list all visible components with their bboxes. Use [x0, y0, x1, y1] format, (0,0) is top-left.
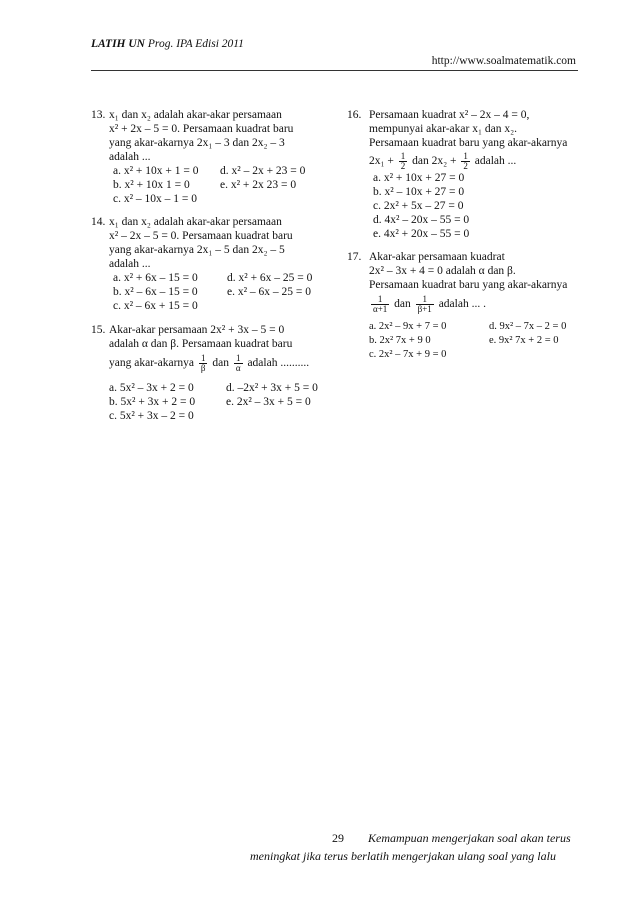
question-17	[347, 250, 597, 362]
fraction-numerator: 1	[416, 295, 434, 305]
option-b: b. x² – 6x – 15 = 0	[113, 286, 198, 298]
fraction-1-beta-plus-1	[416, 295, 434, 314]
option-e: e. 4x² + 20x – 55 = 0	[373, 228, 470, 240]
option-a: a. 5x² – 3x + 2 = 0	[109, 382, 194, 394]
question-number: 14.	[91, 216, 106, 228]
fraction-half	[461, 152, 470, 171]
question-text: x² + 2x – 5 = 0. Persamaan kuadrat baru	[109, 123, 294, 135]
question-text: yang akar-akarnya 2x₁ – 5 dan 2x₂ – 5	[109, 244, 285, 256]
option-d: d. 4x² – 20x – 55 = 0	[373, 214, 470, 226]
option-a: a. 2x² – 9x + 7 = 0	[369, 321, 447, 332]
question-text: x₁ dan x₂ adalah akar-akar persamaan	[109, 109, 282, 121]
question-text: adalah ..........	[247, 357, 310, 370]
fraction-1-beta	[199, 354, 208, 373]
question-text: yang akar-akarnya	[109, 357, 195, 370]
option-e: e. 2x² – 3x + 5 = 0	[226, 396, 311, 408]
question-text: yang akar-akarnya 2x₁ – 3 dan 2x₂ – 3	[109, 137, 285, 149]
fraction-denominator: 2	[463, 161, 468, 171]
option-c: c. 2x² + 5x – 27 = 0	[373, 200, 464, 212]
option-a: a. x² + 6x – 15 = 0	[113, 272, 198, 284]
option-b: b. x² – 10x + 27 = 0	[373, 186, 465, 198]
question-text: adalah ...	[474, 155, 517, 168]
option-d: d. 9x² – 7x – 2 = 0	[489, 321, 567, 332]
question-number: 15.	[91, 324, 106, 336]
option-d: d. x² + 6x – 25 = 0	[227, 272, 313, 284]
question-text: Persamaan kuadrat x² – 2x – 4 = 0,	[369, 109, 530, 121]
question-16	[347, 108, 597, 241]
fraction-numerator: 1	[463, 151, 468, 161]
question-text: Akar-akar persamaan kuadrat	[369, 251, 505, 263]
question-text: adalah α dan β. Persamaan kuadrat baru	[109, 338, 293, 350]
question-text: 2x₁ +	[369, 155, 394, 168]
question-text: 2x² – 3x + 4 = 0 adalah α dan β.	[369, 265, 516, 277]
fraction-denominator: 2	[400, 161, 406, 171]
option-d: d. x² – 2x + 23 = 0	[220, 165, 306, 177]
question-number: 13.	[91, 109, 106, 121]
question-text: x² – 2x – 5 = 0. Persamaan kuadrat baru	[109, 230, 293, 242]
footer-motto-line-2: meningkat jika terus berlatih mengerjakan ulang soal yang lalu	[250, 849, 556, 863]
fraction-denominator: β+1	[417, 304, 432, 314]
option-b: b. 2x² 7x + 9 0	[369, 335, 431, 346]
question-13	[91, 108, 331, 206]
fraction-numerator: 1	[371, 295, 389, 305]
fraction-numerator: 1	[234, 354, 243, 364]
fraction-denominator: β	[200, 363, 206, 373]
option-e: e. 9x² 7x + 2 = 0	[489, 335, 559, 346]
question-text: adalah ... .	[438, 298, 486, 311]
question-15	[91, 323, 336, 423]
option-c: c. x² – 6x + 15 = 0	[113, 300, 198, 312]
fraction-numerator: 1	[400, 151, 406, 161]
option-e: e. x² – 6x – 25 = 0	[227, 286, 312, 298]
question-text: x₁ dan x₂ adalah akar-akar persamaan	[109, 216, 282, 228]
page-number: 29	[332, 831, 344, 845]
question-text: Persamaan kuadrat baru yang akar-akarnya	[369, 137, 568, 149]
option-a: a. x² + 10x + 27 = 0	[373, 172, 465, 184]
fraction-numerator: 1	[199, 354, 208, 364]
question-text: dan 2x₂ +	[412, 155, 457, 168]
option-a: a. x² + 10x + 1 = 0	[113, 165, 199, 177]
option-e: e. x² + 2x 23 = 0	[220, 179, 297, 191]
option-d: d. –2x² + 3x + 5 = 0	[226, 382, 318, 394]
question-text: adalah ...	[109, 258, 151, 270]
option-c: c. 2x² – 7x + 9 = 0	[369, 349, 447, 360]
option-c: c. 5x² + 3x – 2 = 0	[109, 410, 194, 422]
question-text: dan	[394, 298, 411, 311]
header-divider	[91, 70, 578, 71]
question-14	[91, 215, 331, 313]
header-title-bold: LATIH UN	[91, 38, 145, 50]
option-b: b. 5x² + 3x + 2 = 0	[109, 396, 196, 408]
option-c: c. x² – 10x – 1 = 0	[113, 193, 198, 205]
fraction-denominator: α	[235, 363, 241, 373]
option-b: b. x² + 10x 1 = 0	[113, 179, 190, 191]
fraction-1-alpha	[234, 354, 243, 373]
question-text: mempunyai akar-akar x₁ dan x₂.	[369, 123, 517, 135]
footer-motto-line-1: Kemampuan mengerjakan soal akan terus	[368, 831, 571, 845]
fraction-1-alpha-plus-1	[371, 295, 389, 314]
question-text: dan	[212, 357, 229, 370]
question-text: adalah ...	[109, 151, 151, 163]
header-url[interactable]: http://www.soalmatematik.com	[431, 55, 576, 67]
fraction-denominator: α+1	[373, 304, 388, 314]
question-number: 17.	[347, 251, 362, 263]
header-title	[91, 38, 244, 50]
fraction-half	[399, 152, 408, 171]
question-text: Persamaan kuadrat baru yang akar-akarnya	[369, 279, 568, 291]
question-text: Akar-akar persamaan 2x² + 3x – 5 = 0	[109, 324, 285, 336]
question-number: 16.	[347, 109, 362, 121]
header-title-rest: Prog. IPA Edisi 2011	[145, 38, 244, 50]
